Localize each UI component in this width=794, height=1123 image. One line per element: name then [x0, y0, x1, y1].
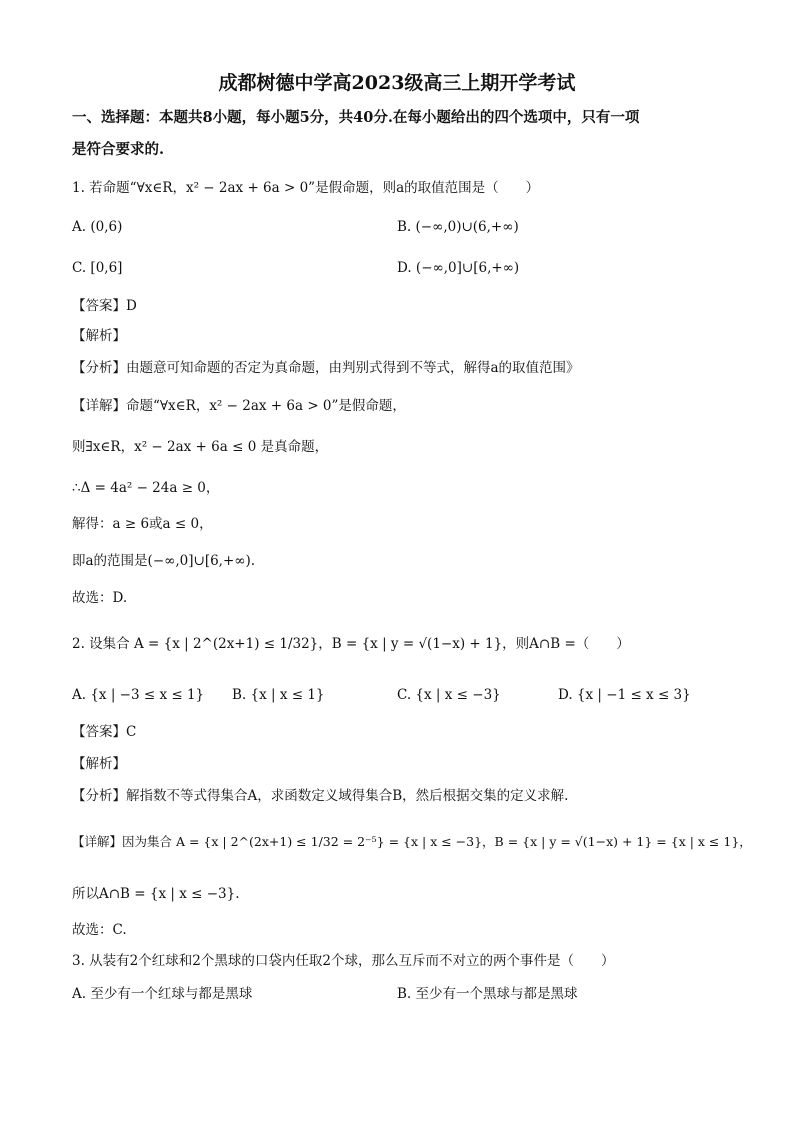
q2-option-a: A. {x | −3 ≤ x ≤ 1}	[72, 687, 205, 703]
q1-option-a: A. (0,6)	[72, 219, 123, 235]
q1-fenxi: 【分析】由题意可知命题的否定为真命题，由判别式得到不等式，解得a的取值范围》	[72, 360, 580, 376]
section-heading: 一、选择题：本题共8小题，每小题5分，共40分.在每小题给出的四个选项中，只有一项	[72, 109, 640, 126]
q2-stem: 2. 设集合 A = {x | 2^(2x+1) ≤ 1/32}，B = {x | y = √(1−x) + 1}，则A∩B =（ ）	[72, 636, 630, 652]
q1-step4: 即a的范围是(−∞,0]∪[6,+∞).	[72, 553, 256, 569]
q2-answer: 【答案】C	[72, 724, 137, 740]
q1-step2: ∴Δ = 4a² − 24a ≥ 0，	[72, 480, 220, 496]
q1-xiangjie: 【详解】命题“∀x∈R，x² − 2ax + 6a > 0”是假命题，	[72, 398, 406, 414]
q1-choice: 故选：D.	[72, 590, 128, 606]
page-title: 成都树德中学高2023级高三上期开学考试	[218, 72, 576, 94]
q2-choice: 故选：C.	[72, 922, 127, 938]
q2-step1: 所以A∩B = {x | x ≤ −3}.	[72, 886, 240, 902]
q2-fenxi: 【分析】解指数不等式得集合A，求函数定义域得集合B，然后根据交集的定义求解.	[72, 788, 569, 804]
q2-xiangjie: 【详解】因为集合 A = {x | 2^(2x+1) ≤ 1/32 = 2⁻⁵} = {x | x ≤ −3}，B = {x | y = √(1−x) + 1} = {x | x ≤ 1}，	[72, 834, 752, 849]
q1-step3: 解得：a ≥ 6或a ≤ 0，	[72, 516, 213, 532]
q1-option-b: B. (−∞,0)∪(6,+∞)	[397, 219, 519, 235]
q2-option-b: B. {x | x ≤ 1}	[232, 687, 325, 703]
section-heading-cont: 是符合要求的.	[72, 141, 165, 158]
q1-jiexi: 【解析】	[72, 328, 126, 344]
q1-option-c: C. [0,6]	[72, 260, 123, 276]
q2-option-d: D. {x | −1 ≤ x ≤ 3}	[558, 687, 691, 703]
q1-stem: 1. 若命题“∀x∈R，x² − 2ax + 6a > 0”是假命题，则a的取值范围是（ ）	[72, 180, 540, 196]
q2-jiexi: 【解析】	[72, 756, 126, 772]
q1-step1: 则∃x∈R，x² − 2ax + 6a ≤ 0 是真命题，	[72, 439, 329, 455]
q1-answer: 【答案】D	[72, 298, 137, 314]
q3-stem: 3. 从装有2个红球和2个黑球的口袋内任取2个球，那么互斥而不对立的两个事件是（ ）	[72, 953, 615, 969]
q3-option-b: B. 至少有一个黑球与都是黑球	[397, 986, 578, 1002]
q1-option-d: D. (−∞,0]∪[6,+∞)	[397, 260, 520, 276]
q3-option-a: A. 至少有一个红球与都是黑球	[72, 986, 253, 1002]
q2-option-c: C. {x | x ≤ −3}	[397, 687, 501, 703]
